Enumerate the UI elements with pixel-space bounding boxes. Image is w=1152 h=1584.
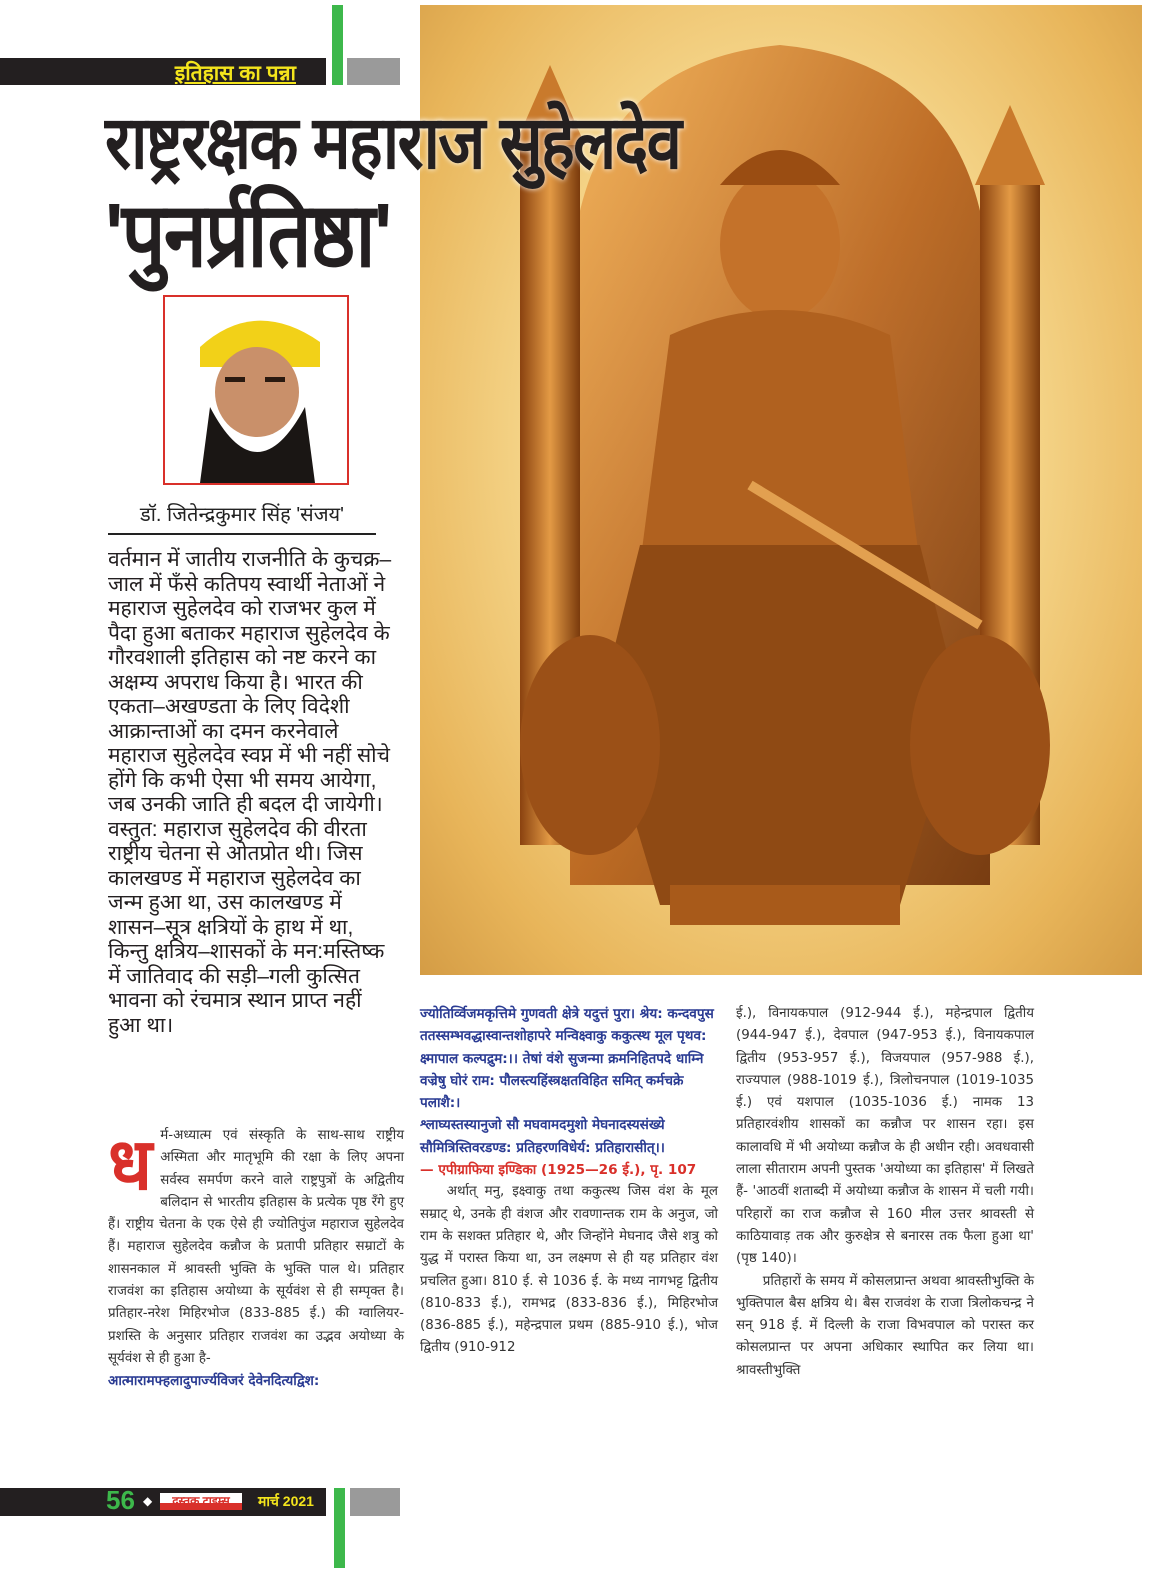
body-column-2 (420, 1003, 718, 1360)
section-label: इतिहास का पन्ना (174, 62, 296, 85)
body-paragraph-3: ई.), विनायकपाल (912-944 ई.), महेन्द्रपाल द्वितीय (944-947 ई.), देवपाल (947-953 ई.), विनायकपाल द्वितीय (953-957 ई.), विजयपाल (957-988 ई.), राज्यपाल (988-1019 ई.), त्रिलोचनपाल (1019-1035 ई.) एवं यशपाल (1035-1036 ई.) नामक 13 प्रतिहारवंशीय शासकों का कन्नौज पर शासन रहा। इस कालावधि में भी अयोध्या कन्नौज के ही अधीन रही। अवधवासी लाला सीताराम अपनी पुस्तक 'अयोध्या का इतिहास' में लिखते हैं- 'आठवीं शताब्दी में अयोध्या कन्नौज के शासन में चली गयी। परिहारों का राज कन्नौज से 160 मील उत्तर श्रावस्ती से काठियावाड़ तक और कुरुक्षेत्र से बनारस तक फैला हुआ था' (पृष्ठ 140)। (736, 1006, 1034, 1267)
article-title (105, 100, 680, 286)
body-paragraph-2: अर्थात् मनु, इक्ष्वाकु तथा ककुत्स्थ जिस वंश के मूल सम्राट् थे, उनके ही वंशज और रावणान्तक राम के अनुज, जो राम के सशक्त प्रतिहार थे, और जिन्होंने मेघनाद जैसे शत्रु को युद्ध में परास्त किया था, उन लक्ष्मण से ही यह प्रतिहार वंश प्रचलित हुआ। 810 ई. से 1036 ई. के मध्य नागभट्ट द्वितीय (810-833 ई.), रामभद्र (833-836 ई.), मिहिरभोज (836-885 ई.), महेन्द्रपाल प्रथम (885-910 ई.), भोज द्वितीय (910-912 (420, 1184, 718, 1356)
intro-paragraph: वर्तमान में जातीय राजनीति के कुचक्र–जाल में फँसे कतिपय स्वार्थी नेताओं ने महाराज सुहेलदेव को राजभर कुल में पैदा हुआ बताकर महाराज सुहेलदेव के गौरवशाली इतिहास को नष्ट करने का अक्षम्य अपराध किया है। भारत की एकता–अखण्डता के लिए विदेशी आक्रान्ताओं का दमन करनेवाले महाराज सुहेलदेव स्वप्न में भी नहीं सोचे होंगे कि कभी ऐसा भी समय आयेगा, जब उनकी जाति ही बदल दी जायेगी। वस्तुत: महाराज सुहेलदेव की वीरता राष्ट्रीय चेतना से ओतप्रोत थी। जिस कालखण्ड में महाराज सुहेलदेव का जन्म हुआ था, उस कालखण्ड में शासन–सूत्र क्षत्रियों के हाथ में था, किन्तु क्षत्रिय–शासकों के मन:मस्तिष्क में जातिवाद की सड़ी–गली कुत्सित भावना को रंचमात्र स्थान प्राप्त नहीं हुआ था। (108, 548, 392, 1037)
footer-bar (0, 1485, 326, 1516)
author-portrait-image (165, 297, 347, 483)
verse-block-1: ज्योतिर्व्विजमकृत्तिमे गुणवती क्षेत्रे यदुत्तं पुरा। श्रेय: कन्दवपुस ततस्सम्भवद्धास्वान्तशोहापरे मन्विक्ष्वाकु ककुत्स्थ मूल पृथव: क्ष्मापाल कल्पद्रुम:।। तेषां वंशे सुजन्मा क्रमनिहितपदे धाम्नि वज्रेषु घोरं राम: पौलस्त्यहिंस्त्रक्षतविहित समित् कर्मचक्रे पलाशै:। (420, 1006, 714, 1112)
body-paragraph-1: र्म-अध्यात्म एवं संस्कृति के साथ-साथ राष्ट्रीय अस्मिता और मातृभूमि की रक्षा के लिए अपना सर्वस्व समर्पण करने वाले राष्ट्रपुत्रों के अद्वितीय बलिदान से भारतीय इतिहास के प्रत्येक पृष्ठ रँगे हुए हैं। राष्ट्रीय चेतना के एक ऐसे ही ज्योतिपुंज महाराज सुहेलदेव हैं। महाराज सुहेलदेव कन्नौज के प्रतापी प्रतिहार सम्राटों के शासनकाल में श्रावस्ती भुक्ति के भुक्ति पाल थे। प्रतिहार राजवंश का इतिहास अयोध्या के सूर्यवंश से ही सम्पृक्त है। प्रतिहार-नरेश मिहिरभोज (833-885 ई.) की ग्वालियर-प्रशस्ति के अनुसार प्रतिहार राजवंश का उद्भव अयोध्या के सूर्यवंश से ही हुआ है- (108, 1128, 404, 1366)
title-line-1: राष्ट्ररक्षक महाराज सुहेलदेव (105, 101, 681, 184)
title-line-2: 'पुनर्प्रतिष्ठा' (105, 186, 391, 286)
body-column-3 (736, 1003, 1034, 1382)
footer-green-bar (334, 1488, 345, 1568)
drop-cap: ध (108, 1125, 153, 1205)
body-paragraph-4: प्रतिहारों के समय में कोसलप्रान्त अथवा श्रावस्तीभुक्ति के भुक्तिपाल बैस क्षत्रिय थे। बैस राजवंश के राजा त्रिलोकचन्द्र ने सन् 918 ई. में दिल्ली के राजा विभवपाल को परास्त कर कोसलप्रान्त पर अपना अधिकार स्थापित कर लिया था। श्रावस्तीभुक्ति (736, 1273, 1034, 1378)
author-name: डॉ. जितेन्द्रकुमार सिंह 'संजय' (108, 500, 376, 535)
page-number: 56 (106, 1485, 135, 1515)
bullet-icon: ◆ (143, 1494, 153, 1508)
body-column-1 (108, 1125, 404, 1393)
section-header-bar (0, 58, 326, 85)
issue-date: मार्च 2021 (258, 1493, 314, 1509)
magazine-logo: दस्तक टाइम्स (160, 1493, 242, 1510)
green-accent-bar (332, 5, 343, 85)
verse-start: आत्मारामफ्हलादुपार्ज्यविजरं देवेनदित्यद्विश: (108, 1373, 320, 1390)
gray-accent-box (347, 58, 400, 85)
footer-gray-box (350, 1488, 400, 1516)
verse-citation: — एपीग्राफिया इण्डिका (1925—26 ई.), पृ. 107 (420, 1162, 697, 1179)
author-photo (163, 295, 349, 485)
verse-block-2: श्लाघ्यस्तस्यानुजो सौ मघवामदमुशो मेघनादस्यसंख्ये सौमित्रिस्तिवरडण्ड: प्रतिहरणविधेर्य: प्रतिहारासीत्।। (420, 1117, 665, 1156)
